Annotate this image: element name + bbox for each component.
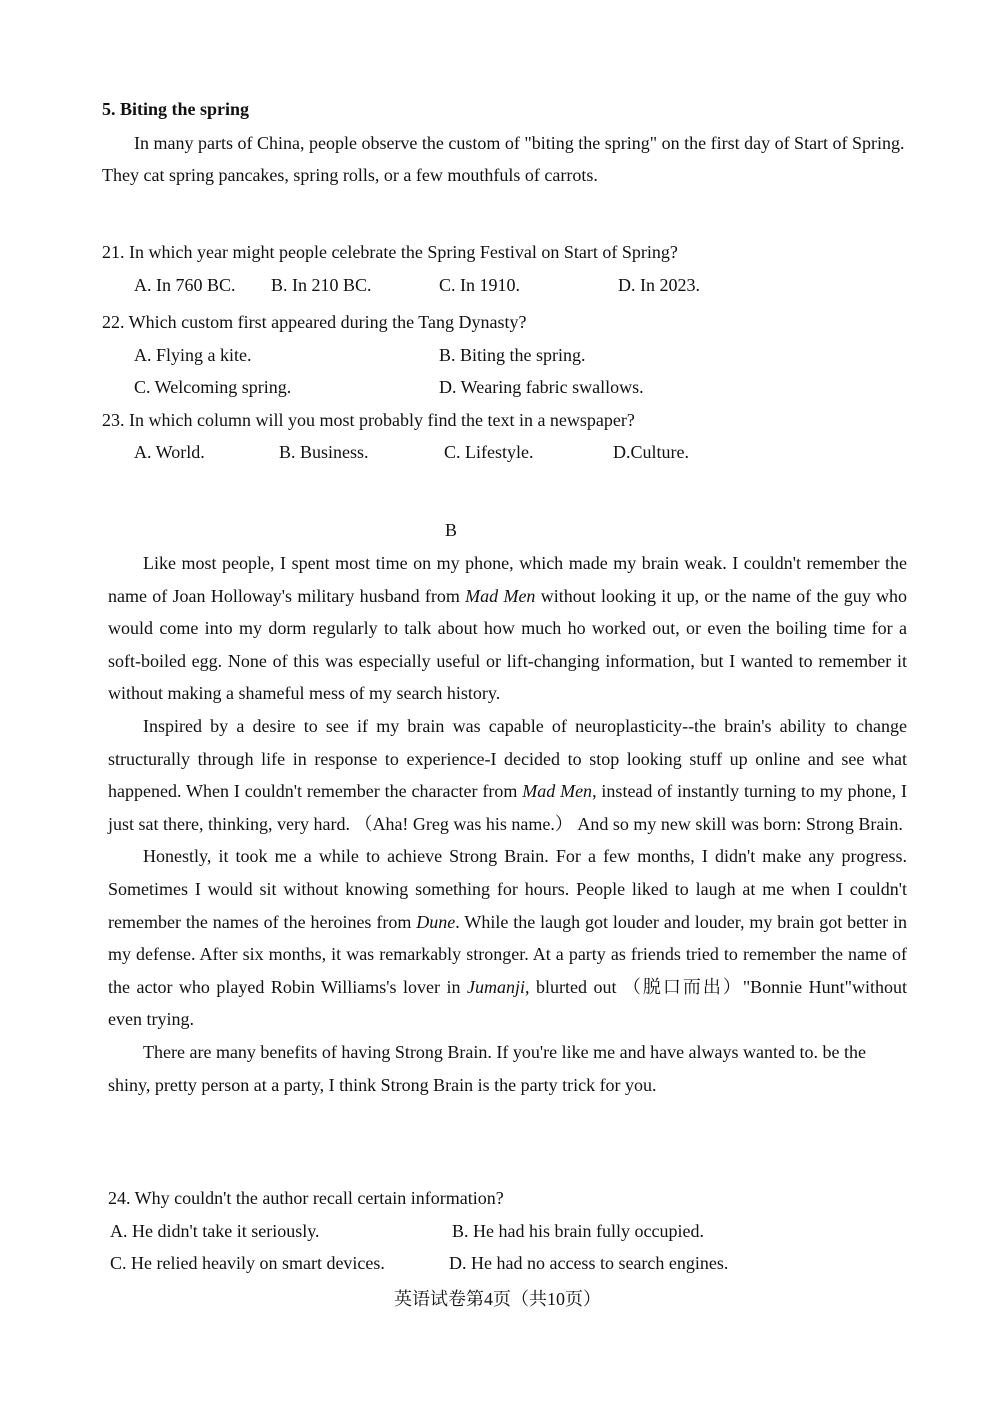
q21-option-d[interactable]: D. In 2023.	[618, 275, 700, 295]
q22-option-a[interactable]: A. Flying a kite.	[134, 345, 252, 365]
q21-option-c[interactable]: C. In 1910.	[439, 275, 520, 295]
question-22-stem: 22. Which custom first appeared during the Tang Dynasty?	[102, 312, 527, 332]
q24-option-b[interactable]: B. He had his brain fully occupied.	[452, 1221, 704, 1241]
q22-option-d[interactable]: D. Wearing fabric swallows.	[439, 377, 644, 397]
q23-option-d[interactable]: D.Culture.	[613, 442, 689, 462]
question-24-stem: 24. Why couldn't the author recall certain information?	[108, 1188, 504, 1208]
q24-option-c[interactable]: C. He relied heavily on smart devices.	[110, 1253, 385, 1273]
title-mad-men: Mad Men	[522, 781, 593, 802]
section-intro-text: In many parts of China, people observe the custom of "biting the spring" on the first day of Start of Spring. They cat spring pancakes, spring rolls, or a few mouthfuls of carrots.	[102, 133, 905, 185]
q24-option-a[interactable]: A. He didn't take it seriously.	[110, 1221, 320, 1241]
q22-option-b[interactable]: B. Biting the spring.	[439, 345, 586, 365]
q22-option-c[interactable]: C. Welcoming spring.	[134, 377, 292, 397]
q21-option-b[interactable]: B. In 210 BC.	[271, 275, 372, 295]
q23-option-c[interactable]: C. Lifestyle.	[444, 442, 534, 462]
question-23-stem: 23. In which column will you most probably find the text in a newspaper?	[102, 410, 635, 430]
q23-option-b[interactable]: B. Business.	[279, 442, 369, 462]
q21-option-a[interactable]: A. In 760 BC.	[134, 275, 236, 295]
question-21-stem: 21. In which year might people celebrate the Spring Festival on Start of Spring?	[102, 242, 678, 262]
paragraph-3: Honestly, it took me a while to achieve Strong Brain. For a few months, I didn't make any progress. Sometimes I would sit without knowing something for hours. People liked to laugh at me when I couldn't remember the names of the heroines from Dune. While the laugh got louder and louder, my brain got better in my defense. After six months, it was remarkably stronger. At a party as friends tried to remember the name of the actor who played Robin Williams's lover in Jumanji, blurted out （脱口而出）"Bonnie Hunt"without even trying.	[108, 846, 908, 1030]
q23-option-a[interactable]: A. World.	[134, 442, 205, 462]
paragraph-4: There are many benefits of having Strong Brain. If you're like me and have always wanted to. be the shiny, pretty person at a party, I think Strong Brain is the party trick for you.	[108, 1041, 866, 1095]
title-mad-men: Mad Men	[465, 585, 536, 606]
paragraph-1: Like most people, I spent most time on my phone, which made my brain weak. I couldn't remember the name of Joan Holloway's military husband from Mad Men without looking it up, or the name of the guy who would come into my dorm regularly to talk about how much ho worked out, or even the boiling time for a soft-boiled egg. None of this was especially useful or lift-changing information, but I wanted to remember it without making a shameful mess of my search history.	[108, 553, 908, 704]
passage-body	[108, 547, 907, 1101]
title-jumanji: Jumanji	[467, 976, 525, 997]
section-intro	[102, 127, 908, 191]
paragraph-2: Inspired by a desire to see if my brain was capable of neuroplasticity--the brain's ability to change structurally through life in response to experience-I decided to stop looking stuff up online and see what happened. When I couldn't remember the character from Mad Men, instead of instantly turning to my phone, I just sat there, thinking, very hard. （Aha! Greg was his name.） And so my new skill was born: Strong Brain.	[108, 715, 907, 834]
page-footer: 英语试卷第4页（共10页）	[394, 1289, 601, 1309]
section-title: 5. Biting the spring	[102, 99, 250, 119]
q24-option-d[interactable]: D. He had no access to search engines.	[449, 1253, 729, 1273]
passage-heading: B	[445, 520, 458, 540]
title-dune: Dune	[416, 911, 456, 932]
